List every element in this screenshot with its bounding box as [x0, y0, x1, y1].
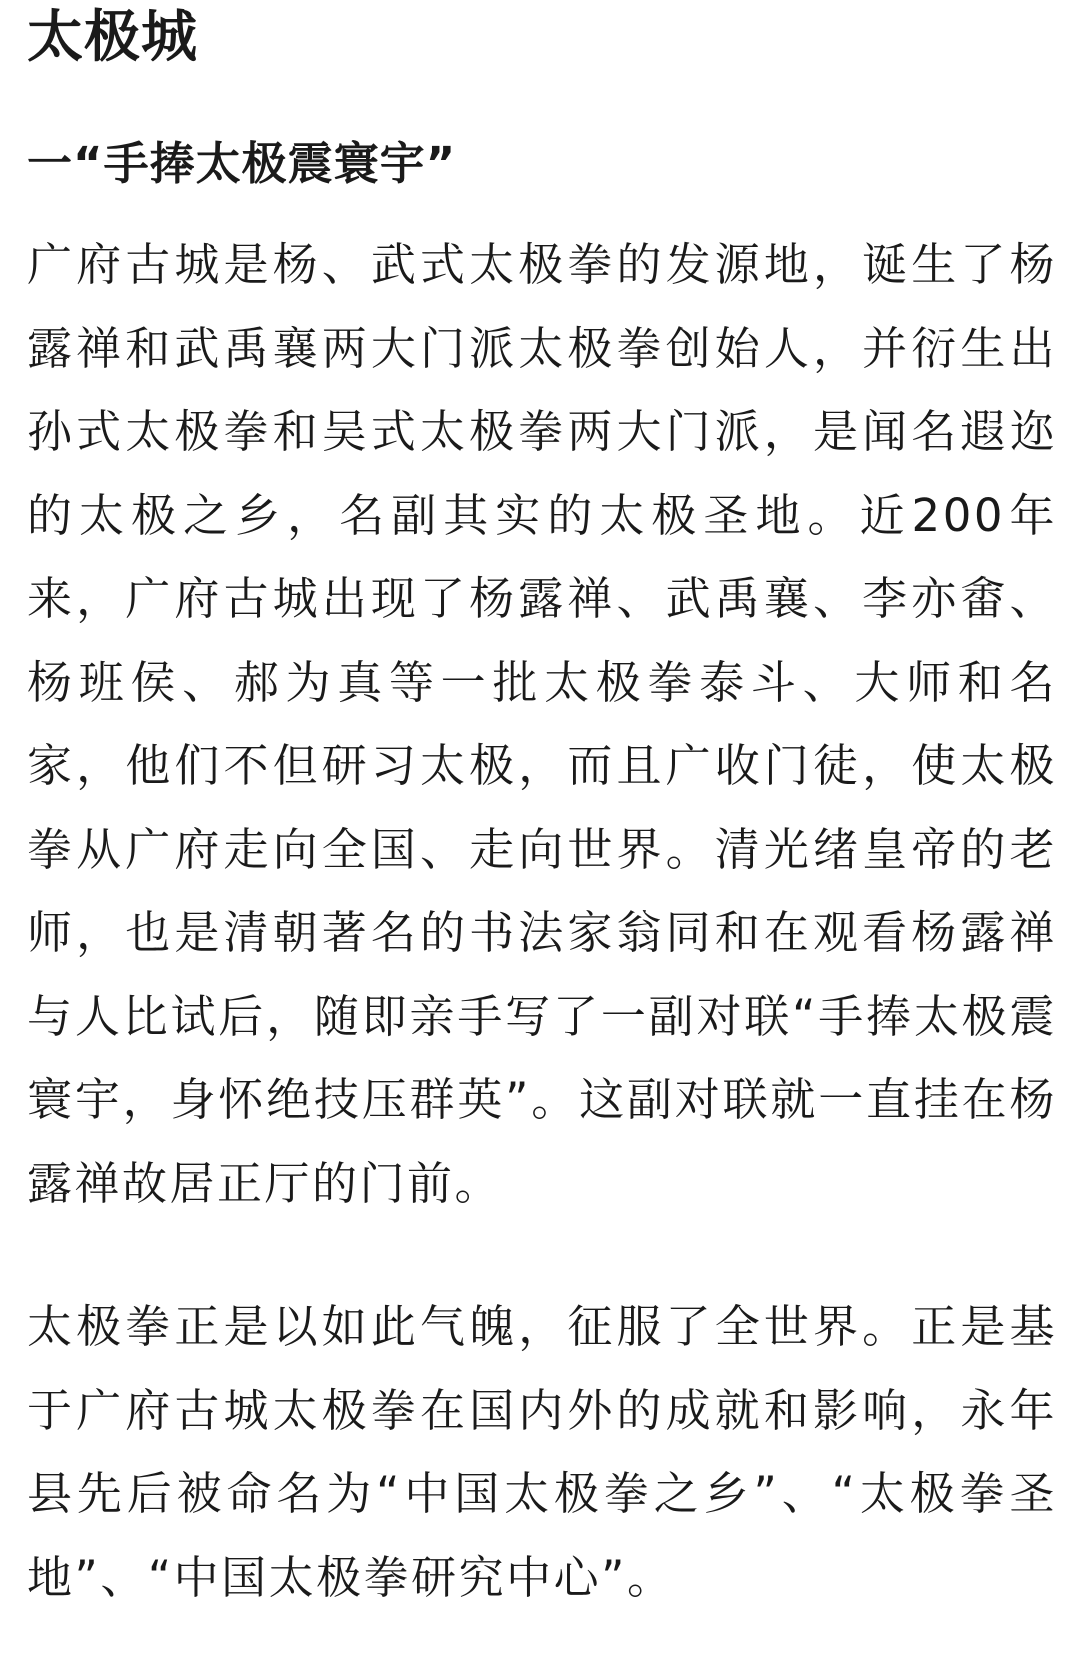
- paragraph-2: 太极拳正是以如此气魄，征服了全世界。正是基于广府古城太极拳在国内外的成就和影响，永年县先后被命名为“中国太极拳之乡”、“太极拳圣地”、“中国太极拳研究中心”。: [27, 1300, 1057, 1604]
- section-heading: 一“手捧太极震寰宇”: [27, 137, 457, 190]
- paragraph-1: 广府古城是杨、武式太极拳的发源地，诞生了杨露禅和武禹襄两大门派太极拳创始人，并衍生出孙式太极拳和吴式太极拳两大门派，是闻名遐迩的太极之乡，名副其实的太极圣地。近200年来，广府古城出现了杨露禅、武禹襄、李亦畬、杨班侯、郝为真等一批太极拳泰斗、大师和名家，他们不但研习太极，而且广收门徒，使太极拳从广府走向全国、走向世界。清光绪皇帝的老师，也是清朝著名的书法家翁同和在观看杨露禅与人比试后，随即亲手写了一副对联“手捧太极震寰宇，身怀绝技压群英”。这副对联就一直挂在杨露禅故居正厅的门前。: [27, 238, 1057, 1210]
- article-title: 太极城: [27, 5, 198, 70]
